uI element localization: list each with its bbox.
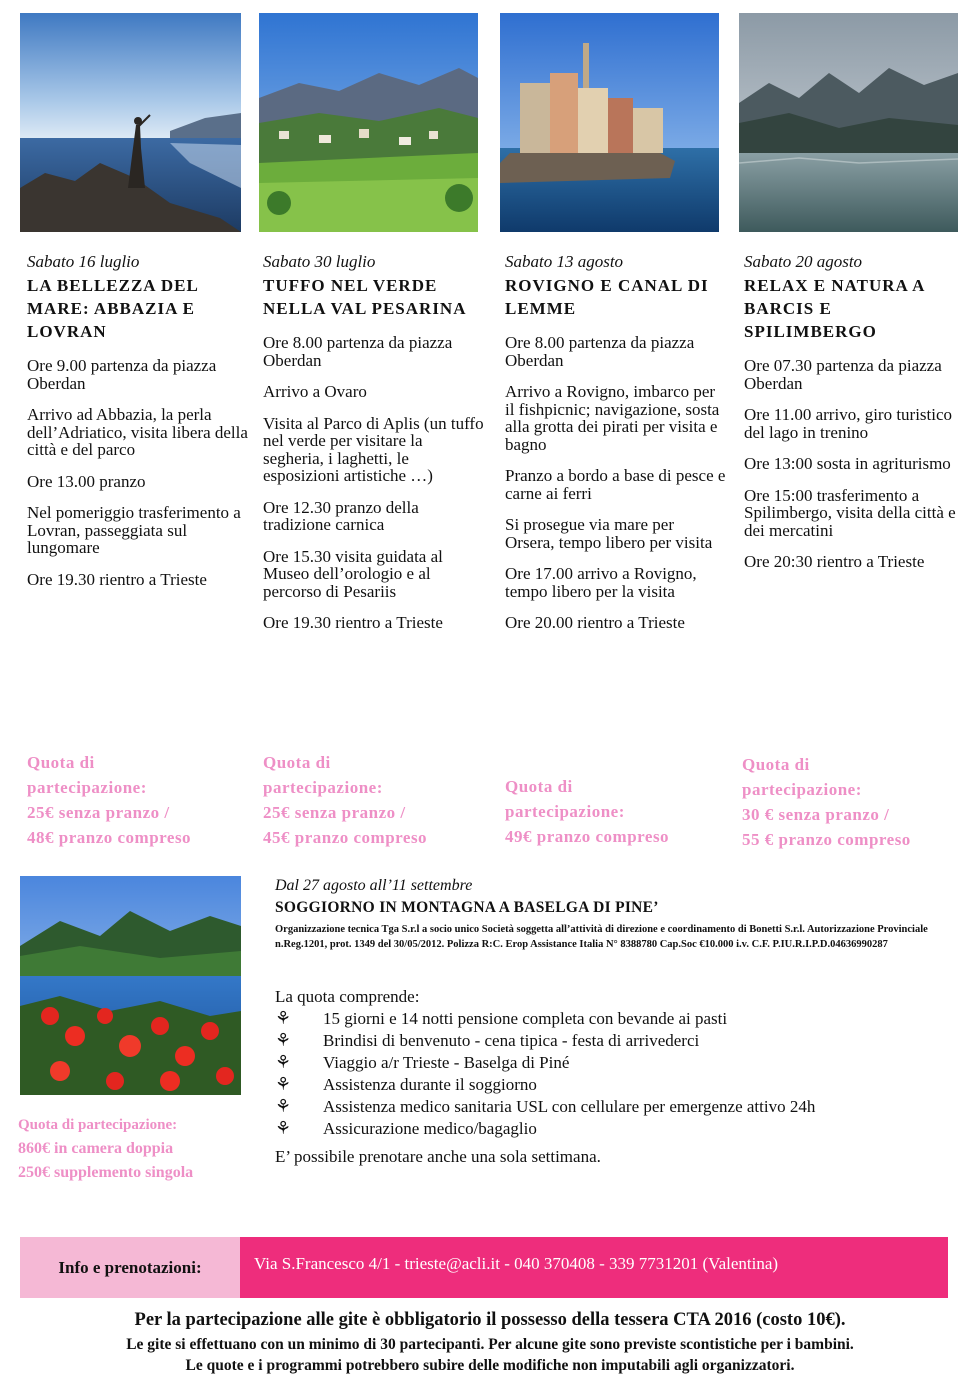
include-text: Viaggio a/r Trieste - Baselga di Piné [323,1052,570,1072]
trip-step: Arrivo a Rovigno, imbarco per il fishpicnic; navigazione, sosta alla grotta dei pirati per visita e bagno [505,382,720,454]
quota-price: 48€ pranzo compreso [27,828,192,847]
trip-title: RELAX E NATURA A BARCIS E SPILIMBERGO [744,276,925,341]
list-item [275,1095,965,1116]
trip-title: TUFFO NEL VERDE NELLA VAL PESARINA [263,276,467,318]
trip-step: Arrivo ad Abbazia, la perla dell’Adriatico, visita libera della città e del parco [27,405,248,459]
flower-bullet-icon: ⚘ [275,1095,292,1116]
info-contacts: Via S.Francesco 4/1 - trieste@acli.it - 040 370408 - 339 7731201 (Valentina) [240,1237,948,1298]
trip-column-2 [263,252,485,632]
flower-bullet-icon: ⚘ [275,1117,292,1138]
quota-label: partecipazione: [505,802,625,821]
includes-list [275,1007,965,1138]
trip-quota-1 [27,750,191,850]
quota-label: partecipazione: [263,778,383,797]
trip-step: Ore 17.00 arrivo a Rovigno, tempo libero per la visita [505,564,697,601]
stay-note: E’ possibile prenotare anche una sola settimana. [275,1147,601,1166]
quota-price: 49€ pranzo compreso [505,827,670,846]
quota-price: 45€ pranzo compreso [263,828,428,847]
flower-bullet-icon: ⚘ [275,1029,292,1050]
trip-step: Ore 20:30 rientro a Trieste [744,552,925,571]
info-band [20,1237,948,1298]
list-item [275,1117,965,1138]
trip-step: Ore 19.30 rientro a Trieste [27,569,207,589]
trip-step: Ore 8.00 partenza da piazza Oberdan [505,333,695,370]
photo-baselga [20,876,241,1095]
trip-step: Ore 15:00 trasferimento a Spilimbergo, visita della città e dei mercatini [744,485,956,540]
quota-price: 860€ in camera doppia [18,1140,174,1157]
trip-step: Ore 13.00 pranzo [27,471,146,491]
flower-bullet-icon: ⚘ [275,1051,292,1072]
quota-label: Quota di [742,755,810,774]
include-text: Brindisi di benvenuto - cena tipica - festa di arrivederci [323,1030,700,1050]
trip-step: Si prosegue via mare per Orsera, tempo libero per visita [505,515,713,552]
info-label: Info e prenotazioni: [20,1237,240,1298]
stay-quota [18,1113,193,1185]
include-text: Assicurazione medico/bagaglio [323,1118,537,1138]
quota-label: Quota di partecipazione: [18,1117,178,1133]
trip-column-3 [505,252,727,632]
stay-date: Dal 27 agosto all’11 settembre [275,877,473,894]
trip-quota-4 [742,752,911,852]
include-text: 15 giorni e 14 notti pensione completa con bevande ai pasti [323,1008,728,1028]
includes-label: La quota comprende: [275,987,420,1006]
trip-title: LA BELLEZZA DEL MARE: ABBAZIA E LOVRAN [27,276,198,341]
trip-date: Sabato 30 luglio [263,252,376,271]
trip-step: Ore 8.00 partenza da piazza Oberdan [263,333,453,370]
stay-title: SOGGIORNO IN MONTAGNA A BASELGA DI PINE’ [275,899,659,916]
quota-price: 25€ senza pranzo / [27,803,170,822]
include-text: Assistenza durante il soggiorno [323,1074,537,1094]
footer-line-minimum-participants: Le gite si effettuano con un minimo di 30 partecipanti. Per alcune gite sono previste scontistiche per i bambini. [126,1336,854,1353]
trip-step: Ore 12.30 pranzo della tradizione carnica [263,497,419,534]
trip-step: Nel pomeriggio trasferimento a Lovran, passeggiata sul lungomare [27,503,241,557]
trip-step: Pranzo a bordo a base di pesce e carne ai ferri [505,466,726,503]
list-item [275,1051,965,1072]
quota-label: Quota di [263,753,331,772]
photo-barcis [739,13,958,232]
quota-label: Quota di [505,777,573,796]
quota-label: partecipazione: [742,780,862,799]
footer-line-disclaimer: Le quote e i programmi potrebbero subire delle modifiche non imputabili agli organizzatori. [185,1357,795,1374]
trip-step: Ore 19.30 rientro a Trieste [263,613,443,632]
quota-price: 250€ supplemento singola [18,1164,194,1181]
trip-column-4 [744,252,966,571]
quota-label: partecipazione: [27,778,147,797]
trip-quota-3 [505,774,669,849]
trip-step: Ore 15.30 visita guidata al Museo dell’orologio e al percorso di Pesariis [263,546,443,601]
trip-date: Sabato 16 luglio [27,252,140,271]
include-text: Assistenza medico sanitaria USL con cellulare per emergenze attivo 24h [323,1096,816,1116]
trip-step: Ore 11.00 arrivo, giro turistico del lago in trenino [744,405,953,442]
photo-rovigno [500,13,719,232]
trip-step: Visita al Parco di Aplis (un tuffo nel verde per visitare la segheria, i laghetti, le esposizioni artistiche …) [263,413,484,485]
photo-abbazia [20,13,241,232]
footer-line-card-requirement: Per la partecipazione alle gite è obbligatorio il possesso della tessera CTA 2016 (costo 10€). [134,1310,846,1330]
stay-includes [275,988,965,1166]
list-item [275,1029,965,1050]
flower-bullet-icon: ⚘ [275,1073,292,1094]
trip-column-1 [27,252,249,588]
quota-label: Quota di [27,753,95,772]
list-item [275,1073,965,1094]
flower-bullet-icon: ⚘ [275,1007,292,1028]
trip-title: ROVIGNO E CANAL DI LEMME [505,276,709,318]
trip-step: Ore 07.30 partenza da piazza Oberdan [744,356,942,393]
trip-step: Ore 9.00 partenza da piazza Oberdan [27,356,217,393]
stay-organization-note: Organizzazione tecnica Tga S.r.l a socio unico Società soggetta all’attività di direzione e coordinamento di Bonetti S.r.l. Autorizzazione Provinciale n.Reg.1201, prot. 1349 del 30/05/2012. Polizza R:C. Erop Assistance Italia N° 8388780 Cap.Soc €10.000 i.v. C.F. P.IU.R.I.P.D.04636990287 [275,924,928,950]
quota-price: 25€ senza pranzo / [263,803,406,822]
photo-val-pesarina [259,13,478,232]
trip-quota-2 [263,750,427,850]
quota-price: 55 € pranzo compreso [742,830,911,849]
list-item [275,1007,965,1028]
trip-date: Sabato 13 agosto [505,252,624,271]
trip-step: Ore 20.00 rientro a Trieste [505,613,685,632]
trip-step: Ore 13:00 sosta in agriturismo [744,454,951,473]
quota-price: 30 € senza pranzo / [742,805,890,824]
trip-step: Arrivo a Ovaro [263,382,367,401]
trip-date: Sabato 20 agosto [744,252,863,271]
